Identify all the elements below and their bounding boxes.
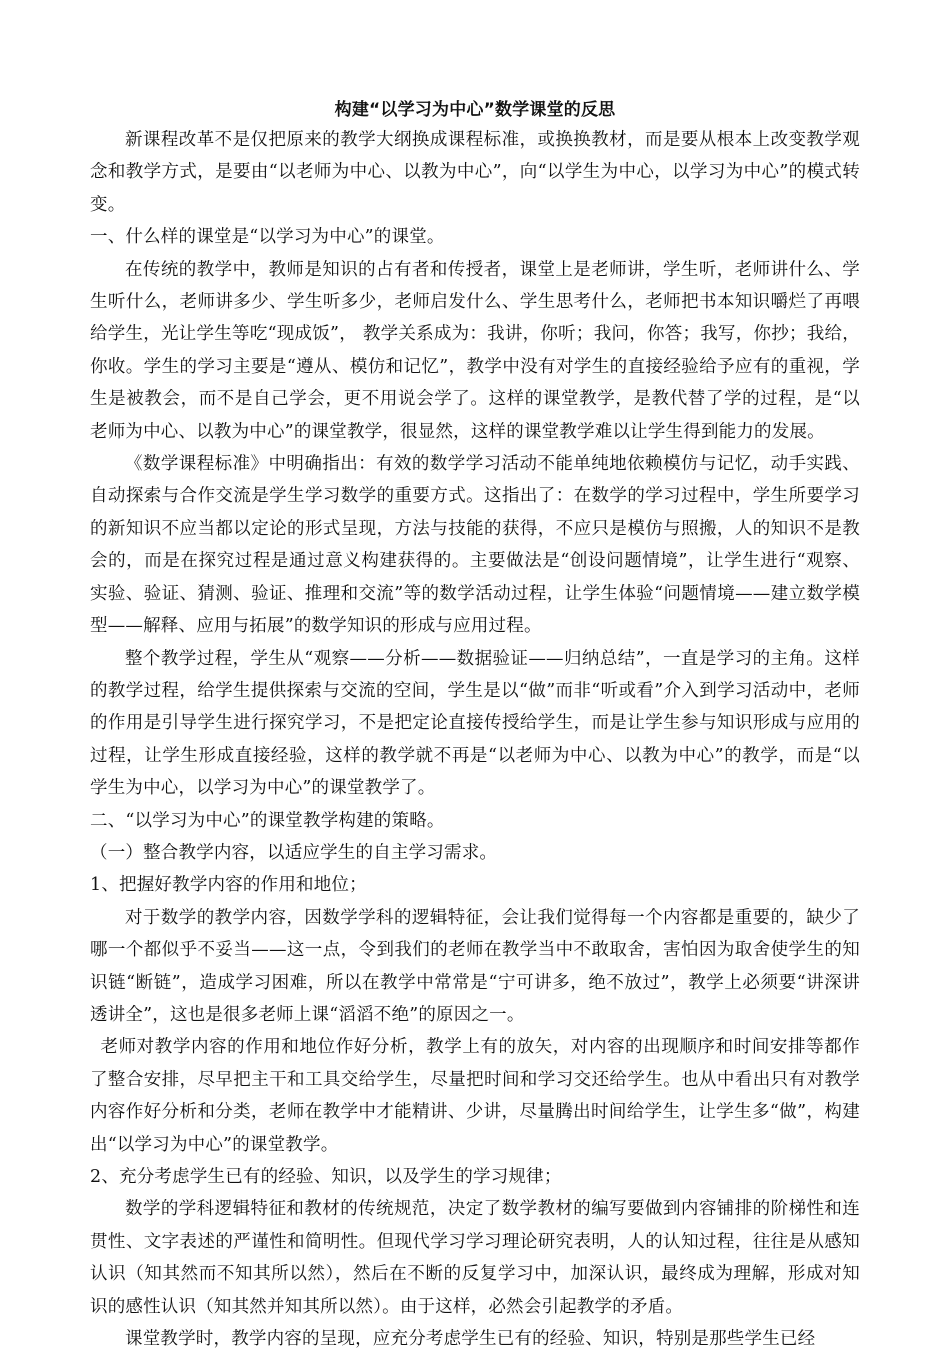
document-title: 构建“以学习为中心”数学课堂的反思 (334, 100, 616, 120)
section-heading-2: 二、“以学习为中心”的课堂教学构建的策略。 (90, 810, 445, 831)
paragraph-curriculum-standard: 《数学课程标准》中明确指出：有效的数学学习活动不能单纯地依赖模仿与记忆，动手实践、自动探索与合作交流是学生学习数学的重要方式。这指出了：在数学的学习过程中，学生所要学习的新知识不应当都以定论的形式呈现，方法与技能的获得，不应只是模仿与照搬，人的知识不是教会的，而是在探究过程是通过意义构建获得的。主要做法是“创设问题情境”，让学生进行“观察、实验、验证、猜测、验证、推理和交流”等的数学活动过程，让学生体验“问题情境——建立数学模型——解释、应用与拓展”的数学知识的形成与应用过程。 (90, 454, 860, 637)
paragraph-traditional-teaching: 在传统的教学中，教师是知识的占有者和传授者，课堂上是老师讲，学生听，老师讲什么、学生听什么，老师讲多少、学生听多少，老师启发什么、学生思考什么，老师把书本知识嚼烂了再喂给学生，光让学生等吃“现成饭”， 教学关系成为：我讲，你听；我问，你答；我写，你抄；我给，你收。学生的学习主要是“遵从、模仿和记忆”，教学中没有对学生的直接经验给予应有的重视，学生是被教会，而不是自己学会，更不用说会学了。这样的课堂教学，是教代替了学的过程，是“以老师为中心、以教为中心”的课堂教学，很显然，这样的课堂教学难以让学生得到能力的发展。 (90, 259, 860, 442)
section-heading-1: 一、什么样的课堂是“以学习为中心”的课堂。 (90, 227, 445, 248)
paragraph-classroom-presentation: 课堂教学时，教学内容的呈现，应充分考虑学生已有的经验、知识，特别是那些学生已经 (125, 1329, 816, 1350)
document-page (90, 96, 860, 1355)
point-heading-1: 1、把握好教学内容的作用和地位； (90, 875, 367, 896)
paragraph-cognition: 数学的学科逻辑特征和教材的传统规范，决定了数学教材的编写要做到内容铺排的阶梯性和连贯性、文字表述的严谨性和简明性。但现代学习学习理论研究表明，人的认知过程，往往是从感知认识（知其然而不知其所以然），然后在不断的反复学习中，加深认识，最终成为理解，形成对知识的感性认识（知其然并知其所以然）。由于这样，必然会引起教学的矛盾。 (90, 1199, 860, 1317)
paragraph-teaching-process: 整个教学过程，学生从“观察——分析——数据验证——归纳总结”，一直是学习的主角。这样的教学过程，给学生提供探索与交流的空间，学生是以“做”而非“听或看”介入到学习活动中，老师的作用是引导学生进行探究学习，不是把定论直接传授给学生，而是让学生参与知识形成与应用的过程，让学生形成直接经验，这样的教学就不再是“以老师为中心、以教为中心”的教学，而是“以学生为中心，以学习为中心”的课堂教学了。 (90, 648, 860, 799)
paragraph-content-analysis: 老师对教学内容的作用和地位作好分析，教学上有的放矢，对内容的出现顺序和时间安排等都作了整合安排，尽早把主干和工具交给学生，尽量把时间和学习交还给学生。也从中看出只有对教学内容作好分析和分类，老师在教学中才能精讲、少讲，尽量腾出时间给学生，让学生多“做”，构建出“以学习为中心”的课堂教学。 (90, 1037, 860, 1155)
point-heading-2: 2、充分考虑学生已有的经验、知识，以及学生的学习规律； (90, 1167, 562, 1187)
subsection-heading-1: （一）整合教学内容，以适应学生的自主学习需求。 (90, 842, 498, 863)
paragraph-content-role: 对于数学的教学内容，因数学学科的逻辑特征，会让我们觉得每一个内容都是重要的，缺少了哪一个都似乎不妥当——这一点，令到我们的老师在教学当中不敢取舍，害怕因为取舍使学生的知识链“断链”，造成学习困难，所以在教学中常常是“宁可讲多，绝不放过”，教学上必须要“讲深讲透讲全”，这也是很多老师上课“滔滔不绝”的原因之一。 (90, 907, 860, 1025)
paragraph-intro: 新课程改革不是仅把原来的教学大纲换成课程标准，或换换教材，而是要从根本上改变教学观念和教学方式，是要由“以老师为中心、以教为中心”，向“以学生为中心，以学习为中心”的模式转变。 (90, 130, 860, 215)
